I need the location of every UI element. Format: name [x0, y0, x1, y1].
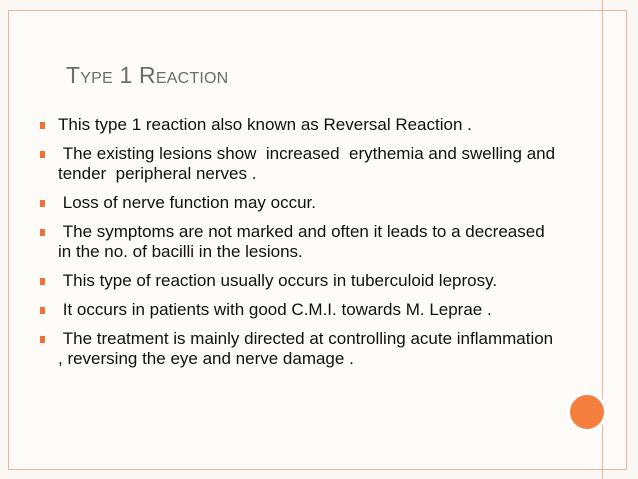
bullet-item	[40, 271, 560, 291]
bullet-item	[40, 193, 560, 213]
bullet-text: This type 1 reaction also known as Reversal Reaction .	[58, 115, 472, 134]
bullet-item	[40, 329, 563, 369]
bullet-square-icon	[40, 200, 45, 207]
bullet-square-icon	[40, 229, 45, 236]
bullet-text: The treatment is mainly directed at controlling acute inflammation , reversing the eye and nerve damage .	[58, 329, 563, 368]
bullet-item	[40, 300, 560, 320]
bullet-square-icon	[40, 151, 45, 158]
decorative-orange-circle	[567, 392, 607, 432]
bullet-text: It occurs in patients with good C.M.I. towards M. Leprae .	[58, 300, 492, 319]
bullet-text: The existing lesions show increased erythemia and swelling and tender peripheral nerves .	[58, 144, 560, 183]
bullet-item	[40, 222, 560, 262]
bullet-text: This type of reaction usually occurs in tuberculoid leprosy.	[58, 271, 498, 290]
bullet-square-icon	[40, 278, 45, 285]
bullet-square-icon	[40, 122, 45, 129]
bullet-item	[40, 115, 560, 135]
bullet-list	[40, 115, 563, 378]
bullet-text: The symptoms are not marked and often it leads to a decreased in the no. of bacilli in the lesions.	[58, 222, 550, 261]
bullet-text: Loss of nerve function may occur.	[58, 193, 316, 212]
bullet-square-icon	[40, 336, 45, 343]
slide-title: Type 1 Reaction	[66, 62, 229, 88]
bullet-item	[40, 144, 560, 184]
bullet-square-icon	[40, 307, 45, 314]
